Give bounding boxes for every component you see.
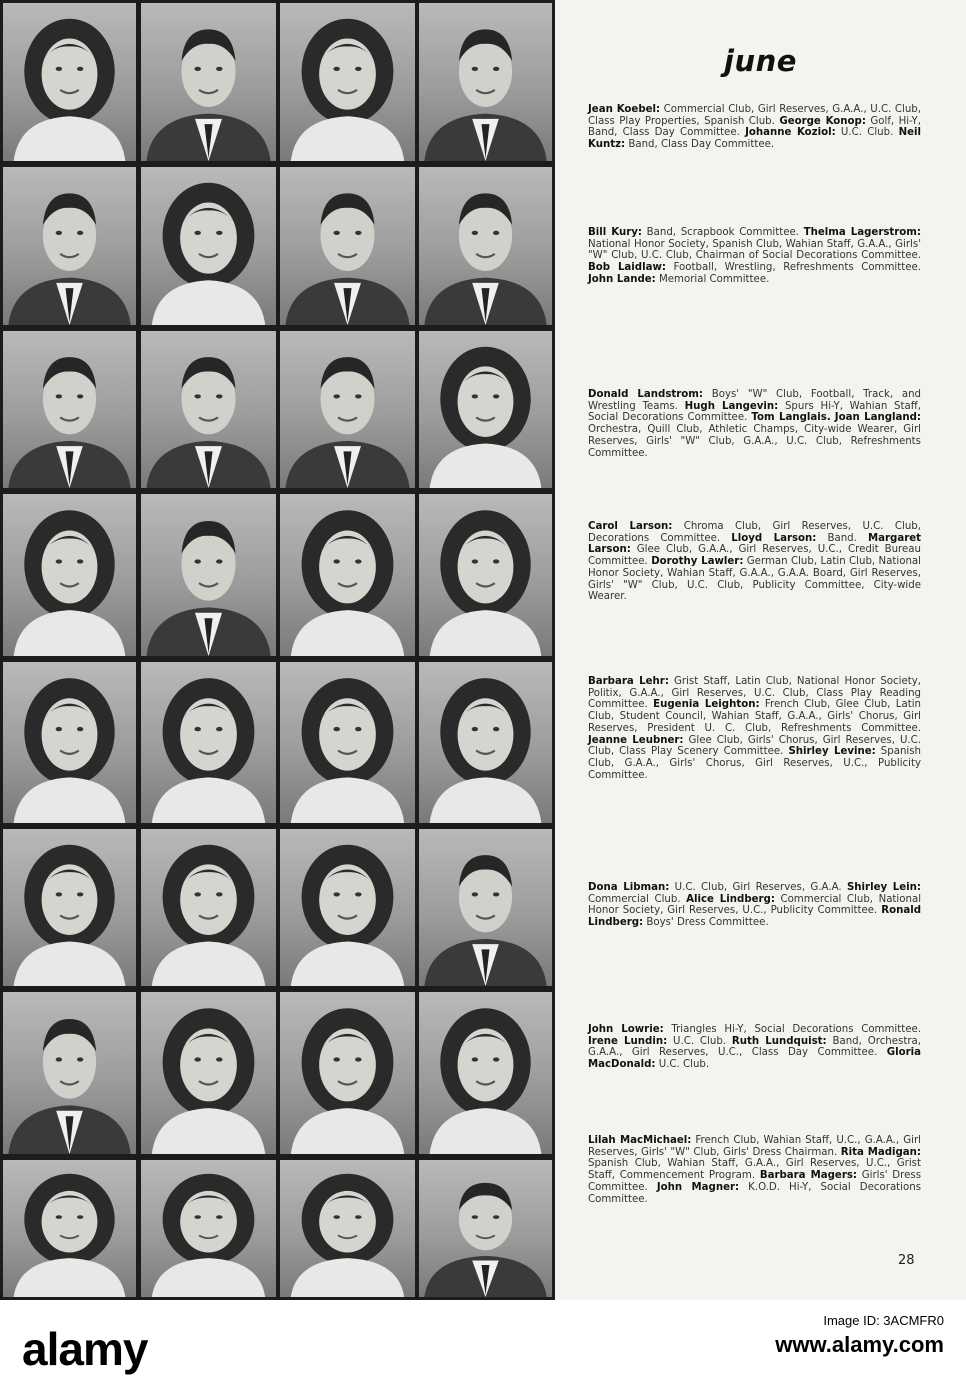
caption-row-1 (588, 104, 921, 151)
student-portrait (419, 829, 552, 986)
student-portrait (419, 662, 552, 823)
student-name: Jeanne Leubner: (588, 734, 684, 746)
student-portrait (141, 3, 276, 161)
student-activities: Spanish Club, Wahian Staff, G.A.A., Girl Reserves, U.C., Grist Staff, Commencement Program. (588, 1158, 921, 1182)
student-name: Shirley Levine: (788, 746, 876, 758)
student-activities: U.C. Club. (655, 1059, 710, 1071)
student-activities: Band. (816, 532, 868, 544)
student-name: John Magner: (656, 1181, 740, 1193)
student-activities: Commercial Club. (588, 893, 687, 905)
student-activities: Girls' Dress Committee. (588, 1170, 921, 1193)
caption-row-8 (588, 1135, 921, 1205)
student-activities: French Club, Wahian Staff, U.C., G.A.A., Girl Reserves, Girls' "W" Club, Girls' Dress Chairman. (588, 1135, 921, 1158)
student-name: Barbara Lehr: (588, 676, 669, 687)
student-portrait (3, 3, 136, 161)
student-activities: U.C. Club. (667, 1035, 732, 1047)
student-name: Shirley Lein: (846, 882, 921, 893)
student-portrait (3, 829, 136, 986)
student-name: Margaret Larson: (588, 532, 922, 556)
student-portrait (280, 167, 415, 325)
student-portrait (280, 3, 415, 161)
caption-row-6 (588, 882, 921, 929)
student-portrait (3, 662, 136, 823)
student-name: John Lande: (588, 273, 656, 285)
student-activities: Boys' "W" Club, Football, Track, and Wrestling Teams. (588, 389, 921, 412)
student-portrait (280, 494, 415, 656)
student-name: Dorothy Lawler: (651, 556, 744, 568)
student-name: Lloyd Larson: (731, 532, 817, 544)
student-name: Carol Larson: (588, 521, 673, 532)
student-portrait (3, 1160, 136, 1297)
student-name: Ruth Lundquist: (731, 1035, 827, 1047)
student-portrait (141, 1160, 276, 1297)
student-portrait (3, 992, 136, 1154)
student-name: Dona Libman: (588, 882, 670, 893)
watermark-banner (0, 1300, 966, 1390)
student-portrait (419, 992, 552, 1154)
student-name: George Konop: (779, 115, 866, 127)
student-activities: Triangles Hi-Y, Social Decorations Committee. (663, 1024, 921, 1035)
student-portrait (419, 1160, 552, 1297)
student-portrait (141, 992, 276, 1154)
student-portrait (3, 331, 136, 488)
student-name: Thelma Lagerstrom: (803, 227, 921, 238)
student-portrait (141, 829, 276, 986)
student-activities: Spanish Club, G.A.A., Girls' Chorus, Girl Reserves, U.C., Publicity Committee. (588, 746, 922, 781)
student-activities: Band, Class Day Committee. (625, 139, 775, 151)
student-name: Eugenia Leighton: (653, 699, 760, 711)
student-name: Joan Langland: (834, 412, 921, 424)
student-name: Bill Kury: (588, 227, 642, 238)
student-portrait (280, 829, 415, 986)
brand-logo: alamy (22, 1323, 148, 1375)
site-url: www.alamy.com (775, 1332, 944, 1357)
student-portrait (3, 494, 136, 656)
student-portrait (280, 1160, 415, 1297)
student-portrait (419, 167, 552, 325)
student-activities: French Club, Glee Club, Latin Club, Student Council, Wahian Staff, G.A.A., Girls' Chorus, Girl Reserves, President U. C. Club, Refreshments Committee. (588, 699, 921, 734)
student-activities: U.C. Club. (835, 127, 899, 139)
student-activities: Band, Scrapbook Committee. (641, 227, 804, 238)
student-portrait (419, 331, 552, 488)
student-activities: Glee Club, Girls' Chorus, Girl Reserves, U.C. Club, Class Play Scenery Committee. (588, 734, 921, 758)
student-activities: Grist Staff, Latin Club, National Honor Society, Politix, G.A.A., Girl Reserves, U.C. Club, Class Play Reading Committee. (588, 676, 921, 711)
student-portrait (280, 662, 415, 823)
student-name: Hugh Langevin: (684, 400, 779, 412)
student-name: Jean Koebel: (588, 104, 661, 115)
student-portrait (280, 992, 415, 1154)
caption-row-2 (588, 227, 921, 286)
student-activities: German Club, Latin Club, National Honor Society, Wahian Staff, G.A.A., G.A.A. Board, Girl Reserves, Girls' "W" Club, U.C. Club, Publicity Committee, City-wide Wearer. (588, 556, 921, 603)
student-name: Tom Langlais. (751, 412, 831, 424)
student-name: Alice Lindberg: (686, 893, 775, 905)
student-activities: Boys' Dress Committee. (643, 917, 769, 929)
student-name: Lilah MacMichael: (588, 1135, 692, 1146)
student-portrait (3, 167, 136, 325)
page-heading: june (724, 44, 797, 78)
student-activities: Commercial Club, National Honor Society, Girl Reserves, U.C., Publicity Committee. (588, 893, 922, 917)
page-number: 28 (898, 1253, 915, 1268)
student-name: Rita Madigan: (840, 1146, 922, 1158)
student-name: John Lowrie: (588, 1024, 664, 1035)
caption-row-3 (588, 389, 921, 459)
student-name: Gloria MacDonald: (588, 1047, 921, 1071)
student-portrait (141, 662, 276, 823)
student-activities: Golf, Hi-Y, Band, Class Day Committee. (588, 115, 922, 139)
student-activities: National Honor Society, Spanish Club, Wahian Staff, G.A.A., Girls' "W" Club, U.C. Club, Chairman of Social Decorations Committee. (588, 238, 921, 262)
student-activities: Band, Orchestra, G.A.A., Girl Reserves, U.C., Class Day Committee. (588, 1035, 921, 1059)
student-portrait (419, 494, 552, 656)
student-activities: Commercial Club, Girl Reserves, G.A.A., U.C. Club, Class Play Properties, Spanish Club. (588, 104, 921, 127)
student-activities: Spurs Hi-Y, Wahian Staff, Social Decorations Committee. (588, 400, 921, 424)
caption-row-5 (588, 676, 921, 781)
image-id: Image ID: 3ACMFR0 (823, 1313, 944, 1328)
image-meta (775, 1312, 944, 1360)
student-activities: Memorial Committee. (655, 273, 770, 285)
student-activities: K.O.D. Hi-Y, Social Decorations Committee. (588, 1181, 922, 1205)
student-activities: U.C. Club, Girl Reserves, G.A.A. (669, 882, 847, 893)
student-activities: Orchestra, Quill Club, Athletic Champs, City-wide Wearer, Girl Reserves, Girls' "W" Club, G.A.A., U.C. Club, Refreshments Committee. (588, 424, 921, 459)
student-portrait (419, 3, 552, 161)
caption-row-7 (588, 1024, 921, 1071)
student-portrait (280, 331, 415, 488)
student-name: Donald Landstrom: (588, 389, 703, 400)
student-name: Neil Kuntz: (588, 127, 921, 151)
caption-row-4 (588, 521, 921, 603)
student-name: Ronald Lindberg: (588, 905, 921, 929)
student-activities: Football, Wrestling, Refreshments Committee. (665, 262, 922, 274)
student-name: Bob Laidlaw: (588, 262, 666, 274)
student-name: Irene Lundin: (588, 1035, 668, 1047)
student-portrait (141, 167, 276, 325)
student-activities: Glee Club, G.A.A., Girl Reserves, U.C., Credit Bureau Committee. (588, 544, 921, 568)
student-portrait (141, 494, 276, 656)
student-name: Johanne Koziol: (745, 127, 836, 139)
student-portrait (141, 331, 276, 488)
student-activities: Chroma Club, Girl Reserves, U.C. Club, Decorations Committee. (588, 521, 921, 544)
student-name: Barbara Magers: (759, 1170, 857, 1182)
